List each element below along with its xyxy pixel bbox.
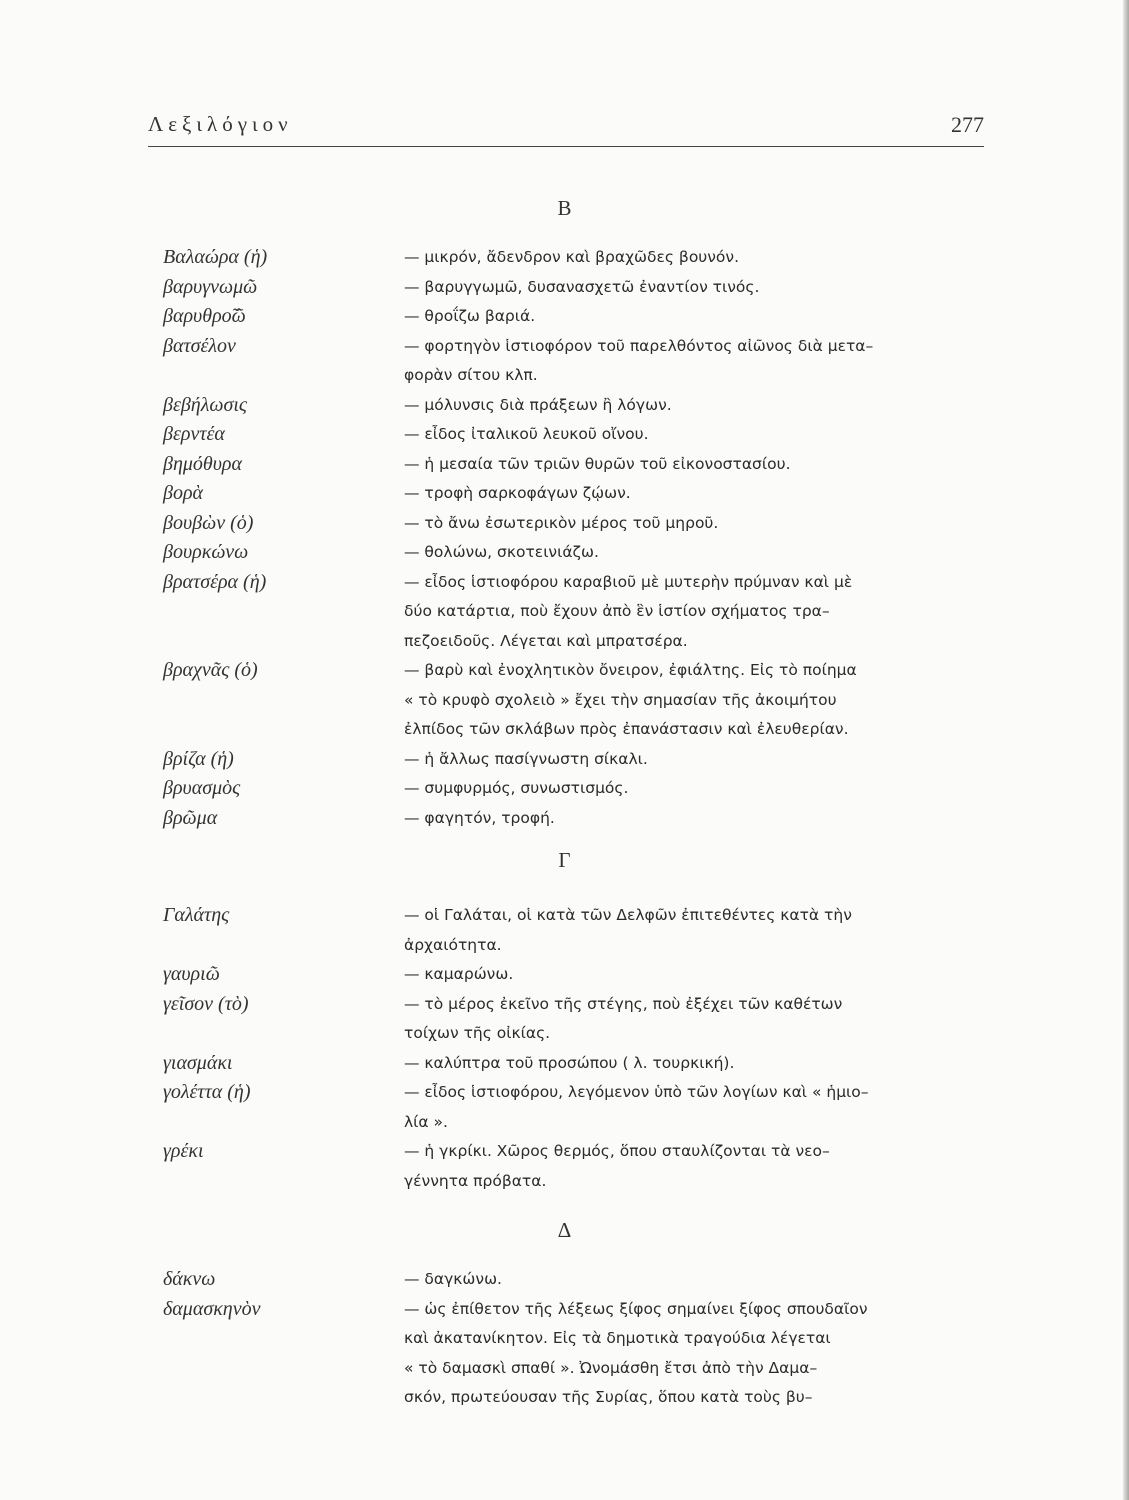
entry-definition bbox=[404, 273, 994, 303]
entry-definition bbox=[404, 302, 994, 332]
dictionary-entry bbox=[0, 960, 1129, 990]
entry-definition bbox=[404, 960, 994, 990]
dictionary-entry bbox=[0, 332, 1129, 391]
header-title: Λεξιλόγιον bbox=[148, 112, 293, 136]
definition-line: — τροφὴ σαρκοφάγων ζῴων. bbox=[404, 484, 631, 502]
page-number: 277 bbox=[951, 112, 984, 137]
entry-definition bbox=[404, 1265, 994, 1295]
entry-definition bbox=[404, 1295, 994, 1413]
definition-line: « τὸ δαμασκὶ σπαθί ». Ὠνομάσθη ἔτσι ἀπὸ τὴν Δαμα– bbox=[404, 1358, 818, 1377]
definition-line: σκόν, πρωτεύουσαν τῆς Συρίας, ὅπου κατὰ τοὺς βυ– bbox=[404, 1388, 813, 1406]
dictionary-entry bbox=[0, 1295, 1129, 1413]
definition-line: — βαρυγγωμῶ, δυσανασχετῶ ἐναντίον τινός. bbox=[404, 277, 760, 296]
entry-term: βερντέα bbox=[163, 423, 225, 445]
entry-term: γολέττα (ἡ) bbox=[163, 1081, 251, 1103]
definition-line: — ὡς ἐπίθετον τῆς λέξεως ξίφος σημαίνει ξίφος σπουδαῖον bbox=[404, 1299, 868, 1318]
entry-term: βαρυθρο̃ῶ bbox=[163, 305, 246, 327]
entry-term: βατσέλον bbox=[163, 334, 236, 357]
scan-edge bbox=[1123, 0, 1129, 1500]
entry-term: βρυασμὸς bbox=[163, 777, 241, 799]
definition-line: — μόλυνσις διὰ πράξεων ἢ λόγων. bbox=[404, 395, 672, 414]
entry-definition bbox=[404, 1078, 994, 1137]
definition-line: « τὸ κρυφὸ σχολειὸ » ἔχει τὴν σημασίαν τῆς ἀκοιμήτου bbox=[404, 690, 837, 709]
dictionary-entry bbox=[0, 990, 1129, 1049]
entry-term: Βαλαώρα (ἡ) bbox=[163, 246, 268, 268]
entry-term: γιασμάκι bbox=[163, 1051, 233, 1074]
definition-line: — καλύπτρα τοῦ προσώπου ( λ. τουρκική). bbox=[404, 1053, 735, 1072]
entry-list-g bbox=[0, 901, 1129, 1196]
definition-line: — θροΐζω βαριά. bbox=[404, 307, 536, 325]
dictionary-entry bbox=[0, 243, 1129, 273]
definition-line: γέννητα πρόβατα. bbox=[404, 1171, 547, 1190]
entry-definition bbox=[404, 1049, 994, 1079]
entry-definition bbox=[404, 745, 994, 775]
dictionary-entry bbox=[0, 568, 1129, 657]
entry-term: βαρυγνωμῶ bbox=[163, 275, 258, 298]
definition-line: λία ». bbox=[404, 1112, 448, 1131]
dictionary-entry bbox=[0, 538, 1129, 568]
definition-line: — φαγητόν, τροφή. bbox=[404, 808, 555, 827]
entry-definition bbox=[404, 656, 994, 745]
entry-definition bbox=[404, 804, 994, 834]
dictionary-entry bbox=[0, 509, 1129, 539]
definition-line: — θολώνω, σκοτεινιάζω. bbox=[404, 543, 599, 561]
section-letter-b: Β bbox=[557, 196, 572, 220]
dictionary-entry bbox=[0, 450, 1129, 480]
definition-line: — τὸ μέρος ἐκεῖνο τῆς στέγης, ποὺ ἐξέχει τῶν καθέτων bbox=[404, 994, 843, 1013]
entry-definition bbox=[404, 420, 994, 450]
entry-definition bbox=[404, 990, 994, 1049]
definition-line: — ἡ μεσαία τῶν τριῶν θυρῶν τοῦ εἰκονοστασίου. bbox=[404, 454, 791, 473]
definition-line: — οἱ Γαλάται, οἱ κατὰ τῶν Δελφῶν ἐπιτεθέντες κατὰ τὴν bbox=[404, 906, 852, 924]
section-letter-d: Δ bbox=[557, 1218, 572, 1242]
definition-line: δύο κατάρτια, ποὺ ἔχουν ἀπὸ ἓν ἱστίον σχήματος τρα– bbox=[404, 602, 830, 620]
section-letter-g: Γ bbox=[558, 848, 571, 872]
definition-line: — φορτηγὸν ἱστιοφόρον τοῦ παρελθόντος αἰῶνος διὰ μετα– bbox=[404, 336, 874, 355]
entry-definition bbox=[404, 774, 994, 804]
dictionary-entry bbox=[0, 656, 1129, 745]
entry-term: Γαλάτης bbox=[163, 904, 230, 926]
definition-line: — δαγκώνω. bbox=[404, 1270, 502, 1288]
definition-line: φορὰν σίτου κλπ. bbox=[404, 366, 538, 384]
entry-definition bbox=[404, 568, 994, 657]
dictionary-entry bbox=[0, 1078, 1129, 1137]
entry-definition bbox=[404, 332, 994, 391]
dictionary-entry bbox=[0, 391, 1129, 421]
dictionary-entry bbox=[0, 804, 1129, 834]
entry-list-b bbox=[0, 243, 1129, 833]
dictionary-entry bbox=[0, 774, 1129, 804]
dictionary-entry bbox=[0, 1137, 1129, 1196]
entry-definition bbox=[404, 538, 994, 568]
entry-definition bbox=[404, 243, 994, 273]
entry-term: γαυριῶ bbox=[163, 963, 220, 985]
entry-definition bbox=[404, 479, 994, 509]
entry-term: βουβὼν (ὁ) bbox=[163, 511, 254, 534]
dictionary-entry bbox=[0, 901, 1129, 960]
definition-line: — τὸ ἄνω ἐσωτερικὸν μέρος τοῦ μηροῦ. bbox=[404, 513, 719, 532]
entry-term: γεῖσον (τὸ) bbox=[163, 992, 249, 1015]
entry-definition bbox=[404, 509, 994, 539]
definition-line: τοίχων τῆς οἰκίας. bbox=[404, 1024, 551, 1042]
dictionary-entry bbox=[0, 273, 1129, 303]
dictionary-entry bbox=[0, 745, 1129, 775]
entry-term: βημόθυρα bbox=[163, 452, 243, 475]
definition-line: — ἡ γκρίκι. Χῶρος θερμός, ὅπου σταυλίζονται τὰ νεο– bbox=[404, 1142, 830, 1160]
entry-term: γρέκι bbox=[163, 1140, 204, 1162]
running-header bbox=[148, 112, 984, 142]
definition-line: ἐλπίδος τῶν σκλάβων πρὸς ἐπανάστασιν καὶ ἐλευθερίαν. bbox=[404, 720, 849, 738]
entry-term: δάκνω bbox=[163, 1268, 216, 1290]
definition-line: — ἡ ἄλλως πασίγνωστη σίκαλι. bbox=[404, 749, 648, 768]
entry-term: δαμασκηνὸν bbox=[163, 1297, 261, 1320]
dictionary-entry bbox=[0, 479, 1129, 509]
definition-line: — καμαρώνω. bbox=[404, 965, 514, 983]
entry-term: βρῶμα bbox=[163, 806, 218, 829]
entry-definition bbox=[404, 1137, 994, 1196]
definition-line: πεζοειδοῦς. Λέγεται καὶ μπρατσέρα. bbox=[404, 631, 688, 650]
definition-line: — εἶδος ἰταλικοῦ λευκοῦ οἴνου. bbox=[404, 425, 649, 443]
entry-definition bbox=[404, 391, 994, 421]
entry-list-d bbox=[0, 1265, 1129, 1413]
definition-line: — μικρόν, ἄδενδρον καὶ βραχῶδες βουνόν. bbox=[404, 248, 739, 266]
dictionary-entry bbox=[0, 1049, 1129, 1079]
definition-line: ἀρχαιότητα. bbox=[404, 935, 502, 954]
definition-line: — βαρὺ καὶ ἐνοχλητικὸν ὄνειρον, ἐφιάλτης. Εἰς τὸ ποίημα bbox=[404, 661, 857, 679]
dictionary-entry bbox=[0, 302, 1129, 332]
entry-term: βρατσέρα (ἡ) bbox=[163, 570, 267, 593]
definition-line: — εἶδος ἱστιοφόρου, λεγόμενον ὑπὸ τῶν λογίων καὶ « ἡμιο– bbox=[404, 1083, 869, 1101]
entry-term: βραχνᾶς (ὁ) bbox=[163, 659, 258, 681]
entry-definition bbox=[404, 901, 994, 960]
entry-term: βορὰ bbox=[163, 482, 204, 504]
dictionary-entry bbox=[0, 1265, 1129, 1295]
entry-term: βρίζα (ἡ) bbox=[163, 747, 234, 770]
entry-term: βεβήλωσις bbox=[163, 393, 248, 416]
header-rule bbox=[148, 146, 984, 147]
dictionary-entry bbox=[0, 420, 1129, 450]
definition-line: — συμφυρμός, συνωστισμός. bbox=[404, 779, 629, 797]
entry-definition bbox=[404, 450, 994, 480]
definition-line: καὶ ἀκατανίκητον. Εἰς τὰ δημοτικὰ τραγούδια λέγεται bbox=[404, 1329, 831, 1347]
entry-term: βουρκώνω bbox=[163, 541, 249, 563]
definition-line: — εἶδος ἱστιοφόρου καραβιοῦ μὲ μυτερὴν πρύμναν καὶ μὲ bbox=[404, 572, 853, 591]
